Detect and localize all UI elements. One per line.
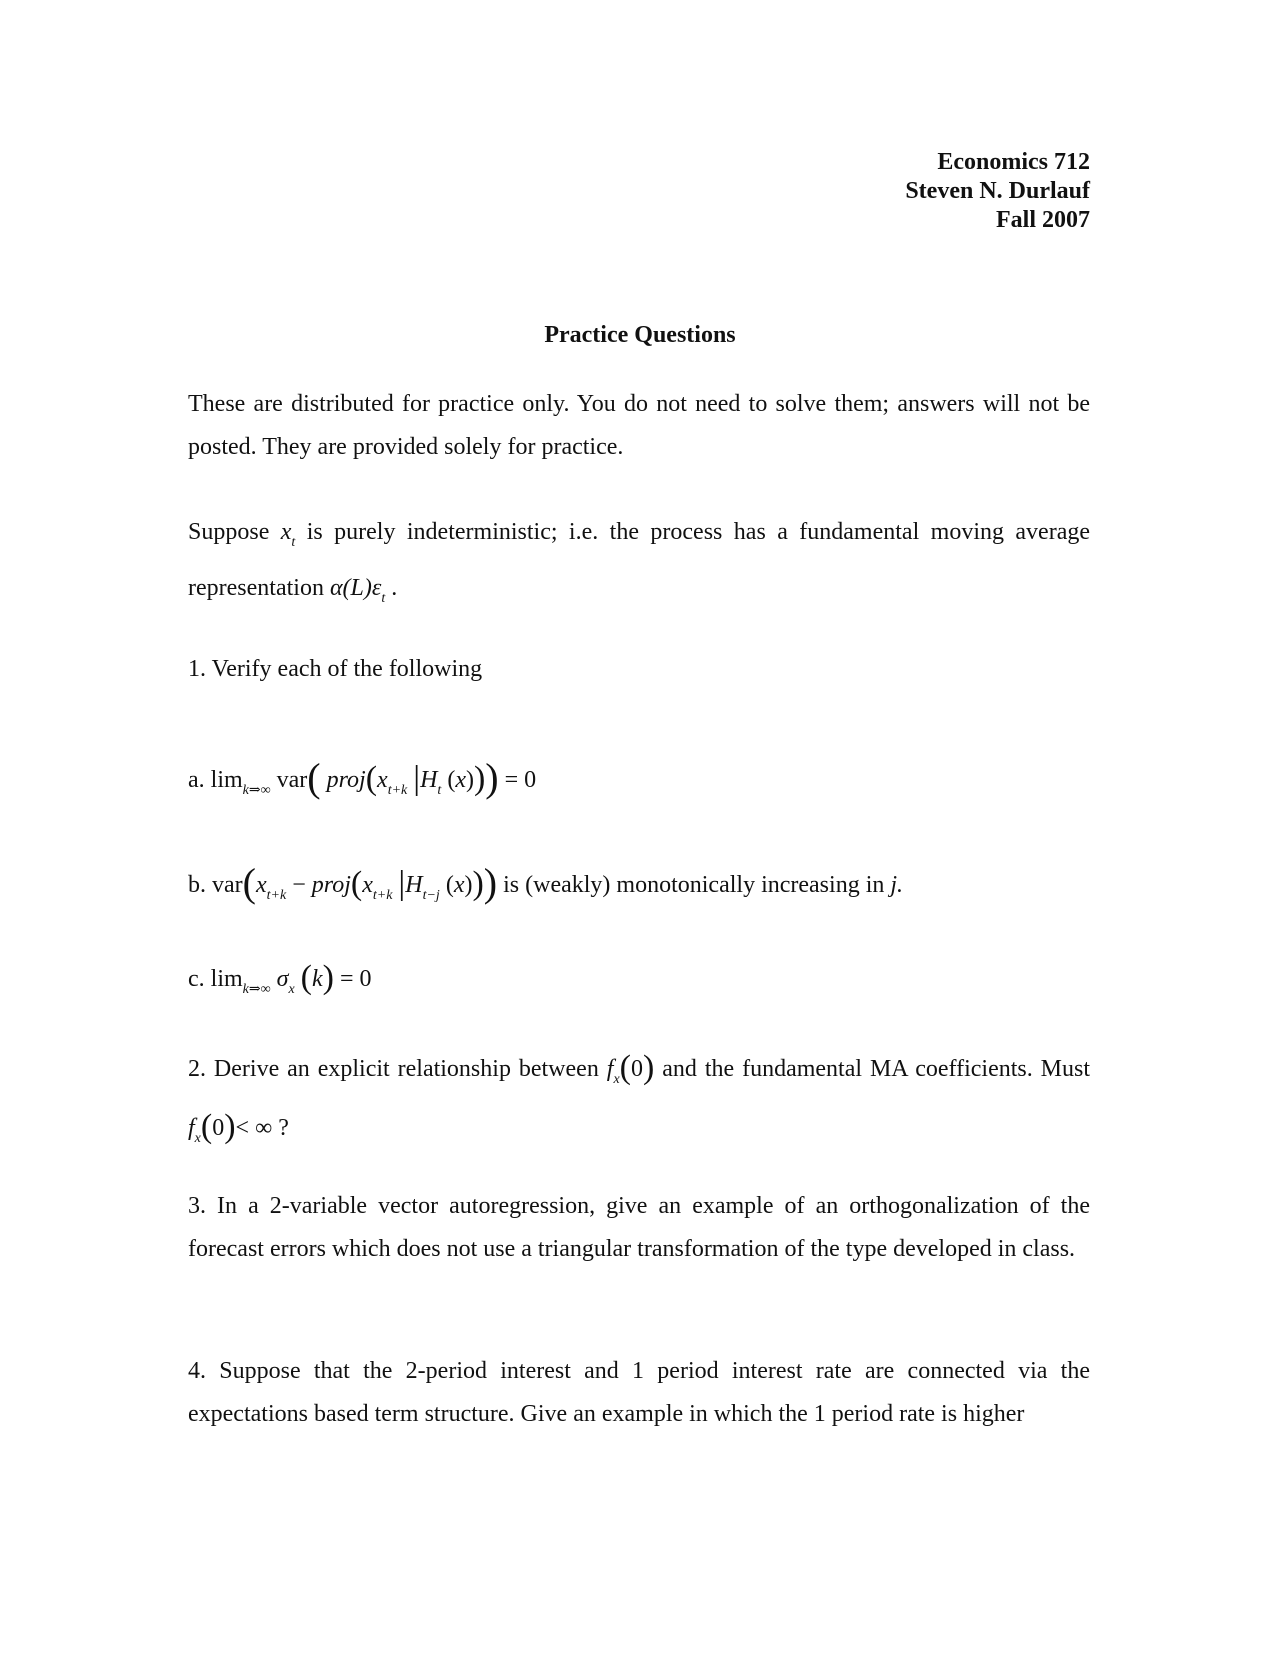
- item-a-H: H: [420, 767, 438, 793]
- item-a-H-subscript: t: [437, 783, 442, 798]
- question-1a: a. $\lim_{k\Rightarrow\infty} var$( $proj(x_{t+k}$ $|H_t$ (x))) = 0: [188, 755, 537, 800]
- q2-must: Must: [1040, 1056, 1091, 1082]
- q2-question-mark: ?: [278, 1115, 289, 1141]
- item-b-H-subscript: t−j: [422, 888, 440, 903]
- question-1c: c. $\lim_{k\Rightarrow\infty} \sigma_x$ (k) = 0: [188, 959, 372, 997]
- item-a-lim: lim: [210, 767, 243, 793]
- item-a-result: = 0: [504, 767, 537, 793]
- q2-arg-2: 0: [212, 1115, 225, 1141]
- item-a-var: var: [276, 767, 308, 793]
- item-c-sigma-subscript: x: [288, 982, 295, 997]
- item-c-arg: k: [312, 966, 323, 992]
- question-4: 4. Suppose that the 2-period interest and 1 period interest rate are connected via the expectations based term structure. Give an example in which the 1 period rate is higher: [188, 1358, 1090, 1427]
- q2-f-2: f: [188, 1115, 195, 1141]
- q2-condition: < ∞: [235, 1115, 273, 1141]
- course-name: Economics 712: [937, 149, 1090, 175]
- item-c-lim: lim: [210, 966, 243, 992]
- setup-text-middle: is purely indeterministic; i.e. the process has a fundamental moving average representation: [188, 519, 1091, 601]
- item-a-x-subscript: t+k: [387, 783, 408, 798]
- document-header: [905, 148, 1090, 235]
- question-2: 2. Derive an explicit relationship between $f_x(0)$ and the fundamental MA coefficients. Must $f_x(0)<$ ∞ ?: [188, 1049, 1091, 1146]
- item-a-lim-subscript: k⇒∞: [242, 783, 271, 798]
- item-b-minus: −: [292, 872, 306, 898]
- item-a-label: a.: [188, 767, 205, 793]
- q2-text: 2. Derive an explicit relationship between: [188, 1056, 599, 1082]
- item-b-var: var: [212, 872, 243, 898]
- question-1-heading: 1. Verify each of the following: [188, 656, 483, 682]
- item-b-arg: x: [453, 872, 465, 898]
- item-b-x2-subscript: t+k: [372, 888, 393, 903]
- intro-paragraph: These are distributed for practice only. You do not need to solve them; answers will not be posted. They are provided solely for practice.: [188, 391, 1090, 460]
- item-c-result: = 0: [339, 966, 372, 992]
- author-name: Steven N. Durlauf: [905, 178, 1090, 204]
- item-b-x2: x: [362, 872, 373, 898]
- q2-f-2-subscript: x: [194, 1131, 201, 1146]
- q2-arg: 0: [630, 1056, 643, 1082]
- item-a-proj: proj: [326, 767, 366, 793]
- item-b-x: x: [255, 872, 267, 898]
- item-b-j: j.: [890, 872, 904, 898]
- item-a-arg: x: [455, 767, 466, 793]
- setup-text-end: .: [391, 575, 398, 601]
- item-b-proj: proj: [311, 872, 351, 898]
- item-b-x-subscript: t+k: [266, 888, 287, 903]
- q2-text-after: and the fundamental MA coefficients.: [662, 1056, 1033, 1082]
- question-1b: b. $var(x_{t+k}$ − $proj(x_{t+k}$ $|H_{t-j}$ (x))) is (weakly) monotonically increasing in j.: [188, 860, 904, 905]
- ma-formula: α(L)ε: [329, 575, 382, 601]
- item-c-sigma: σ: [276, 966, 289, 992]
- item-b-H: H: [405, 872, 423, 898]
- q2-f-subscript: x: [613, 1072, 620, 1087]
- item-a-x: x: [377, 767, 388, 793]
- q2-f: f: [606, 1056, 614, 1082]
- item-b-text: is (weakly) monotonically increasing in: [503, 872, 885, 898]
- question-3: 3. In a 2-variable vector autoregression, give an example of an orthogonalization of the forecast errors which does not use a triangular transformation of the type developed in class.: [188, 1193, 1090, 1262]
- setup-paragraph: [188, 506, 1090, 618]
- setup-variable-subscript: t: [291, 535, 296, 550]
- item-c-lim-subscript: k⇒∞: [242, 982, 271, 997]
- page-title: Practice Questions: [544, 322, 736, 348]
- term: Fall 2007: [996, 207, 1090, 233]
- item-b-label: b.: [188, 872, 206, 898]
- setup-variable: x: [280, 519, 292, 545]
- ma-formula-subscript: t: [381, 591, 386, 606]
- item-c-label: c.: [188, 966, 205, 992]
- setup-text-before: Suppose: [188, 519, 270, 545]
